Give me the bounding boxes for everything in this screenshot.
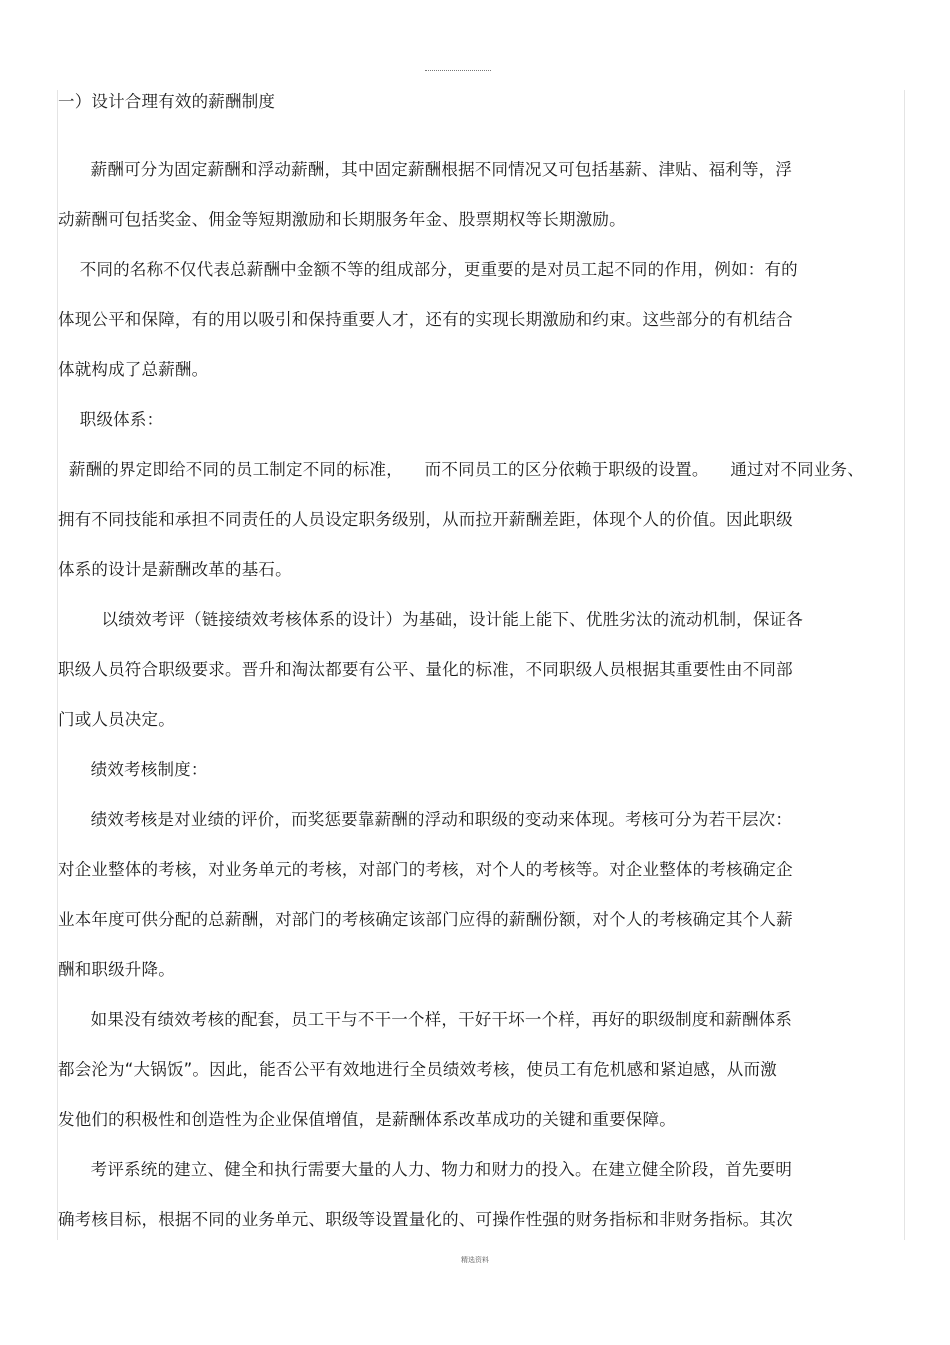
paragraph-line: 体现公平和保障，有的用以吸引和保持重要人才，还有的实现长期激励和约束。这些部分的有机结合 [58, 310, 793, 329]
paragraph-line: 酬和职级升降。 [58, 960, 175, 979]
paragraph-line: 薪酬可分为固定薪酬和浮动薪酬，其中固定薪酬根据不同情况又可包括基薪、津贴、福利等，浮 [58, 160, 793, 179]
paragraph-line: 确考核目标，根据不同的业务单元、职级等设置量化的、可操作性强的财务指标和非财务指标。其次 [58, 1210, 793, 1229]
paragraph-line: 不同的名称不仅代表总薪酬中金额不等的组成部分，更重要的是对员工起不同的作用，例如：有的 [58, 260, 798, 279]
page-footer: 精选资料 [461, 1256, 489, 1264]
paragraph-line: 对企业整体的考核，对业务单元的考核，对部门的考核，对个人的考核等。对企业整体的考核确定企 [58, 860, 793, 879]
right-margin-rule [904, 90, 905, 1240]
paragraph-line: 拥有不同技能和承担不同责任的人员设定职务级别，从而拉开薪酬差距，体现个人的价值。因此职级 [58, 510, 793, 529]
paragraph-line: 薪酬的界定即给不同的员工制定不同的标准， 而不同员工的区分依赖于职级的设置。 通过对不同业务、 [58, 460, 864, 479]
paragraph-line: 门或人员决定。 [58, 710, 175, 729]
paragraph-line: 考评系统的建立、健全和执行需要大量的人力、物力和财力的投入。在建立健全阶段，首先要明 [58, 1160, 793, 1179]
paragraph-line: 业本年度可供分配的总薪酬，对部门的考核确定该部门应得的薪酬份额，对个人的考核确定其个人薪 [58, 910, 793, 929]
paragraph-line: 动薪酬可包括奖金、佣金等短期激励和长期服务年金、股票期权等长期激励。 [58, 210, 626, 229]
paragraph-line: 都会沦为“大锅饭”。因此，能否公平有效地进行全员绩效考核，使员工有危机感和紧迫感，从而激 [58, 1060, 777, 1079]
paragraph-line: 发他们的积极性和创造性为企业保值增值，是薪酬体系改革成功的关键和重要保障。 [58, 1110, 676, 1129]
section-heading: 一）设计合理有效的薪酬制度 [58, 92, 276, 111]
subheading-rank-system: 职级体系： [58, 410, 164, 429]
header-rule [425, 70, 491, 71]
subheading-performance-system: 绩效考核制度： [58, 760, 208, 779]
paragraph-line: 以绩效考评（链接绩效考核体系的设计）为基础，设计能上能下、优胜劣汰的流动机制，保证各 [58, 610, 803, 629]
paragraph-line: 职级人员符合职级要求。晋升和淘汰都要有公平、量化的标准，不同职级人员根据其重要性由不同部 [58, 660, 793, 679]
paragraph-line: 绩效考核是对业绩的评价，而奖惩要靠薪酬的浮动和职级的变动来体现。考核可分为若干层次： [58, 810, 793, 829]
paragraph-line: 体就构成了总薪酬。 [58, 360, 209, 379]
paragraph-line: 体系的设计是薪酬改革的基石。 [58, 560, 292, 579]
paragraph-line: 如果没有绩效考核的配套，员工干与不干一个样，干好干坏一个样，再好的职级制度和薪酬体系 [58, 1010, 793, 1029]
